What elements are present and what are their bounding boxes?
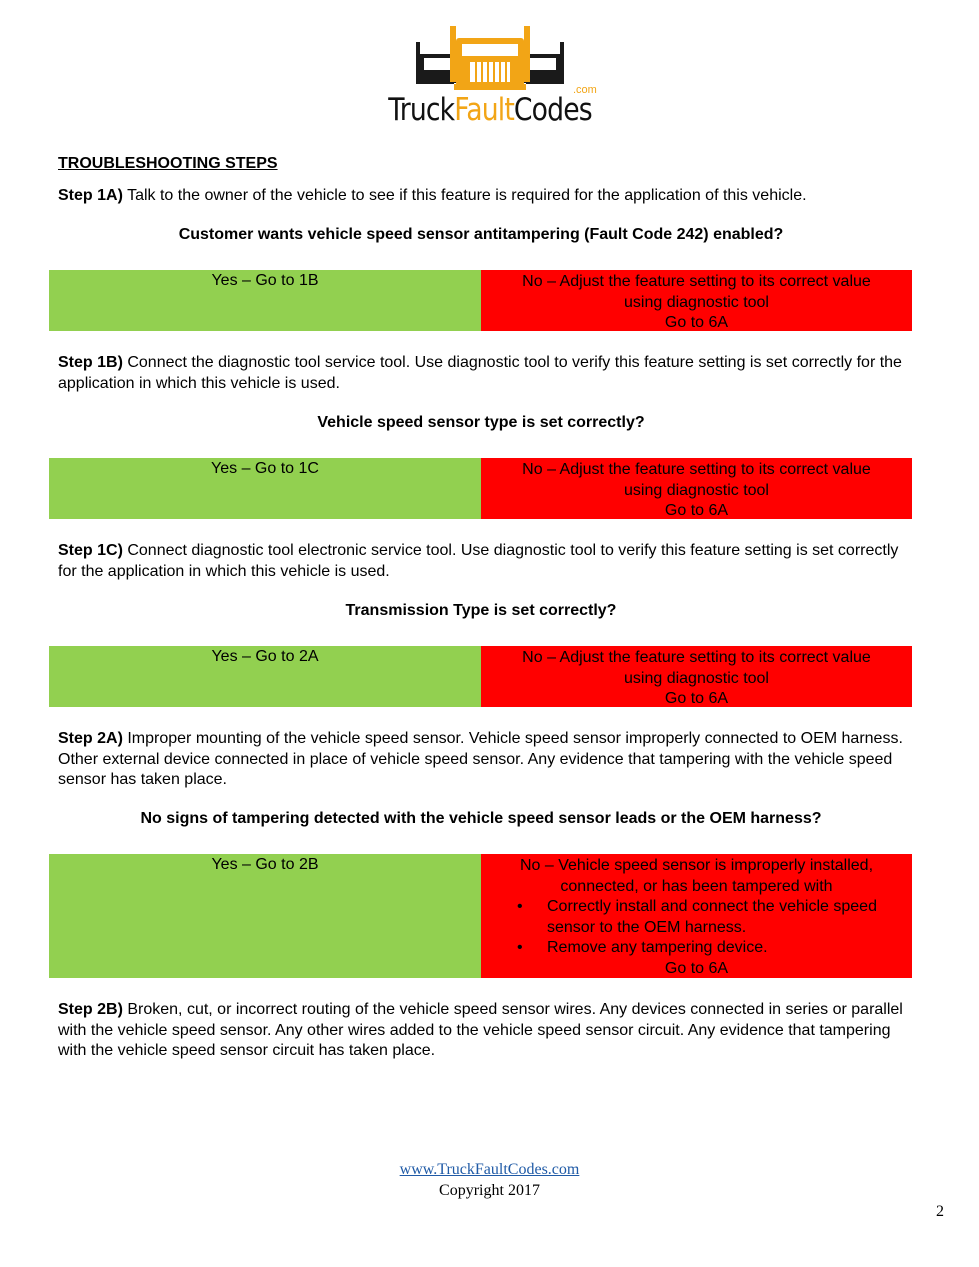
truck-fault-codes-logo [370,18,610,130]
decision-3 [49,646,912,707]
logo-wordmark: TruckFaultCodes [388,92,592,128]
step-2b: Step 2B) Broken, cut, or incorrect routing of the vehicle speed sensor wires. Any devices connected in series or parallel with the vehicle speed sensor. Any other wires added to the vehicle speed sensor circuit. Any evidence that tampering with the vehicle speed sensor circuit has taken place. [58,1001,903,1059]
list-item: • Remove any tampering device. [517,939,768,956]
decision-1 [49,270,912,331]
decision-4 [49,854,912,978]
decision-yes: Yes – Go to 2B [49,854,481,978]
page-number: 2 [936,1203,944,1220]
step-1b: Step 1B) Connect the diagnostic tool service tool. Use diagnostic tool to verify this feature setting is set correctly for the application in which this vehicle is used. [58,354,902,392]
decision-no: No – Adjust the feature setting to its correct value using diagnostic tool Go to 6A [481,646,912,707]
logo-dotcom: .com [573,84,597,96]
step-1a: Step 1A) Talk to the owner of the vehicle to see if this feature is required for the application of this vehicle. [58,187,807,204]
action-list [481,897,912,959]
decision-no: No – Adjust the feature setting to its correct value using diagnostic tool Go to 6A [481,270,912,331]
question-2: Vehicle speed sensor type is set correctly? [317,414,645,431]
decision-no: No – Vehicle speed sensor is improperly installed, connected, or has been tampered with • Correctly install and connect the vehicle speed sensor to the OEM harness. • Remove any tampering device. Go to 6A [481,854,912,978]
question-4: No signs of tampering detected with the vehicle speed sensor leads or the OEM harness? [140,810,822,827]
list-item: • Correctly install and connect the vehicle speed sensor to the OEM harness. [517,898,877,936]
decision-yes: Yes – Go to 1B [49,270,481,331]
decision-no: No – Adjust the feature setting to its correct value using diagnostic tool Go to 6A [481,458,912,519]
decision-2 [49,458,912,519]
question-3: Transmission Type is set correctly? [345,602,617,619]
question-1: Customer wants vehicle speed sensor antitampering (Fault Code 242) enabled? [178,226,784,243]
decision-yes: Yes – Go to 2A [49,646,481,707]
section-heading: TROUBLESHOOTING STEPS [58,155,278,172]
decision-yes: Yes – Go to 1C [49,458,481,519]
step-1c: Step 1C) Connect diagnostic tool electronic service tool. Use diagnostic tool to verify this feature setting is set correctly for the application in which this vehicle is used. [58,542,899,580]
copyright-text: Copyright 2017 [439,1182,540,1199]
step-2a: Step 2A) Improper mounting of the vehicle speed sensor. Vehicle speed sensor improperly connected to OEM harness. Other external device connected in place of vehicle speed sensor. Any evidence that tampering with the vehicle speed sensor has taken place. [58,730,903,788]
truck-icon [370,18,610,92]
website-link[interactable]: www.TruckFaultCodes.com [399,1161,580,1178]
